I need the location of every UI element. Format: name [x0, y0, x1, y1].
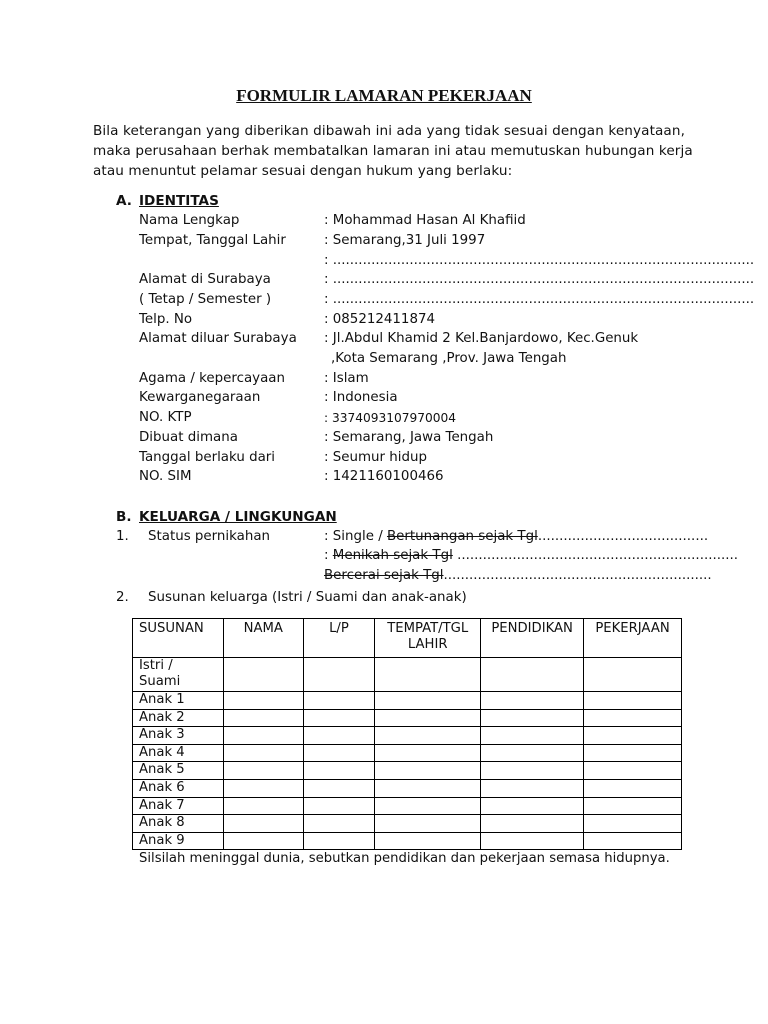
value-status-single: : Single / Bertunangan sejak Tgl........................................ — [324, 529, 709, 544]
label-kewarganegaraan: Kewarganegaraan — [139, 390, 261, 405]
row-label: Anak 3 — [133, 727, 224, 745]
value-sim: : 1421160100466 — [324, 469, 444, 484]
cell-tempat-tgl-lahir[interactable] — [375, 797, 481, 815]
cell-lp[interactable] — [303, 727, 375, 745]
label-dibuat-dimana: Dibuat dimana — [139, 430, 238, 445]
cell-tempat-tgl-lahir[interactable] — [375, 815, 481, 833]
cell-pendidikan[interactable] — [481, 815, 584, 833]
cell-pendidikan[interactable] — [481, 779, 584, 797]
table-row — [133, 762, 682, 780]
cell-pendidikan[interactable] — [481, 658, 584, 692]
form-title: FORMULIR LAMARAN PEKERJAAN — [236, 86, 532, 105]
cell-tempat-tgl-lahir[interactable] — [375, 779, 481, 797]
cell-pekerjaan[interactable] — [584, 744, 682, 762]
value-tetap-semester: : ................................................................................................... — [324, 292, 755, 307]
value-dibuat-dimana: : Semarang, Jawa Tengah — [324, 430, 494, 445]
row-label: Anak 4 — [133, 744, 224, 762]
cell-tempat-tgl-lahir[interactable] — [375, 832, 481, 850]
value-agama: : Islam — [324, 371, 369, 386]
row-label: Anak 8 — [133, 815, 224, 833]
label-alamat-luar: Alamat diluar Surabaya — [139, 331, 297, 346]
cell-nama[interactable] — [223, 692, 303, 710]
cell-lp[interactable] — [303, 797, 375, 815]
row-label: Anak 6 — [133, 779, 224, 797]
value-blank-line: : ................................................................................................... — [324, 253, 755, 268]
cell-lp[interactable] — [303, 762, 375, 780]
cell-pekerjaan[interactable] — [584, 727, 682, 745]
cell-pendidikan[interactable] — [481, 692, 584, 710]
label-ktp: NO. KTP — [139, 410, 192, 425]
row-label: Anak 2 — [133, 709, 224, 727]
table-header-row — [133, 619, 682, 658]
table-row — [133, 692, 682, 710]
cell-nama[interactable] — [223, 762, 303, 780]
label-tetap-semester: ( Tetap / Semester ) — [139, 292, 272, 307]
cell-pendidikan[interactable] — [481, 709, 584, 727]
cell-pendidikan[interactable] — [481, 744, 584, 762]
cell-nama[interactable] — [223, 658, 303, 692]
intro-line-1: Bila keterangan yang diberikan dibawah ini ada yang tidak sesuai dengan kenyataan, — [93, 123, 685, 139]
cell-pendidikan[interactable] — [481, 832, 584, 850]
cell-pekerjaan[interactable] — [584, 658, 682, 692]
table-row — [133, 658, 682, 692]
row-label: Anak 9 — [133, 832, 224, 850]
intro-line-3: atau menuntut pelamar sesuai dengan hukum yang berlaku: — [93, 163, 513, 179]
family-table — [132, 618, 682, 850]
label-tempat-tanggal-lahir: Tempat, Tanggal Lahir — [139, 233, 286, 248]
value-status-menikah: : Menikah sejak Tgl .................................................................. — [324, 548, 738, 563]
cell-nama[interactable] — [223, 744, 303, 762]
section-a-title: IDENTITAS — [139, 193, 219, 209]
cell-pekerjaan[interactable] — [584, 692, 682, 710]
cell-lp[interactable] — [303, 692, 375, 710]
cell-nama[interactable] — [223, 727, 303, 745]
header-lp: L/P — [303, 619, 375, 658]
cell-tempat-tgl-lahir[interactable] — [375, 692, 481, 710]
row-label: Anak 1 — [133, 692, 224, 710]
cell-nama[interactable] — [223, 779, 303, 797]
label-telp: Telp. No — [139, 312, 193, 327]
row-label: Anak 7 — [133, 797, 224, 815]
cell-pekerjaan[interactable] — [584, 762, 682, 780]
cell-nama[interactable] — [223, 815, 303, 833]
row-label: Anak 5 — [133, 762, 224, 780]
header-tempat-tgl-lahir: TEMPAT/TGL LAHIR — [375, 619, 481, 658]
label-alamat-surabaya: Alamat di Surabaya — [139, 272, 271, 287]
header-pendidikan: PENDIDIKAN — [481, 619, 584, 658]
label-sim: NO. SIM — [139, 469, 192, 484]
cell-nama[interactable] — [223, 832, 303, 850]
cell-lp[interactable] — [303, 709, 375, 727]
table-row — [133, 709, 682, 727]
cell-nama[interactable] — [223, 797, 303, 815]
value-tanggal-berlaku: : Seumur hidup — [324, 450, 427, 465]
table-row — [133, 797, 682, 815]
header-pekerjaan: PEKERJAAN — [584, 619, 682, 658]
intro-line-2: maka perusahaan berhak membatalkan lamaran ini atau memutuskan hubungan kerja — [93, 143, 693, 159]
cell-lp[interactable] — [303, 779, 375, 797]
cell-pendidikan[interactable] — [481, 727, 584, 745]
cell-pekerjaan[interactable] — [584, 779, 682, 797]
cell-tempat-tgl-lahir[interactable] — [375, 762, 481, 780]
table-row — [133, 779, 682, 797]
cell-lp[interactable] — [303, 832, 375, 850]
section-b-letter: B. — [116, 509, 132, 525]
value-telp: : 085212411874 — [324, 312, 436, 327]
cell-lp[interactable] — [303, 658, 375, 692]
value-alamat-luar-1: : Jl.Abdul Khamid 2 Kel.Banjardowo, Kec.Genuk — [324, 331, 639, 346]
cell-tempat-tgl-lahir[interactable] — [375, 658, 481, 692]
header-susunan: SUSUNAN — [133, 619, 224, 658]
label-agama: Agama / kepercayaan — [139, 371, 285, 386]
item-1-number: 1. — [116, 529, 129, 544]
value-status-cerai: Bercerai sejak Tgl............................................................... — [324, 568, 712, 583]
cell-tempat-tgl-lahir[interactable] — [375, 709, 481, 727]
value-ktp: : 3374093107970004 — [324, 411, 457, 425]
value-alamat-surabaya: : ................................................................................................... — [324, 272, 755, 287]
cell-tempat-tgl-lahir[interactable] — [375, 744, 481, 762]
cell-pekerjaan[interactable] — [584, 832, 682, 850]
cell-pekerjaan[interactable] — [584, 797, 682, 815]
section-a-letter: A. — [116, 193, 132, 209]
cell-pekerjaan[interactable] — [584, 709, 682, 727]
value-nama-lengkap: : Mohammad Hasan Al Khafiid — [324, 213, 526, 228]
row-label: Istri / Suami — [133, 658, 224, 692]
item-2-number: 2. — [116, 590, 129, 605]
cell-pendidikan[interactable] — [481, 762, 584, 780]
value-kewarganegaraan: : Indonesia — [324, 390, 398, 405]
table-row — [133, 815, 682, 833]
label-status-pernikahan: Status pernikahan — [148, 529, 271, 544]
cell-pekerjaan[interactable] — [584, 815, 682, 833]
footnote: Silsilah meninggal dunia, sebutkan pendidikan dan pekerjaan semasa hidupnya. — [139, 851, 670, 866]
cell-tempat-tgl-lahir[interactable] — [375, 727, 481, 745]
header-nama: NAMA — [223, 619, 303, 658]
cell-lp[interactable] — [303, 815, 375, 833]
section-b-title: KELUARGA / LINGKUNGAN — [139, 509, 337, 525]
cell-nama[interactable] — [223, 709, 303, 727]
cell-pendidikan[interactable] — [481, 797, 584, 815]
label-tanggal-berlaku: Tanggal berlaku dari — [139, 450, 276, 465]
table-row — [133, 832, 682, 850]
label-nama-lengkap: Nama Lengkap — [139, 213, 240, 228]
table-row — [133, 744, 682, 762]
label-susunan-keluarga: Susunan keluarga (Istri / Suami dan anak-anak) — [148, 590, 467, 605]
value-tempat-tanggal-lahir: : Semarang,31 Juli 1997 — [324, 233, 486, 248]
value-alamat-luar-2: ,Kota Semarang ,Prov. Jawa Tengah — [331, 351, 567, 366]
cell-lp[interactable] — [303, 744, 375, 762]
table-row — [133, 727, 682, 745]
